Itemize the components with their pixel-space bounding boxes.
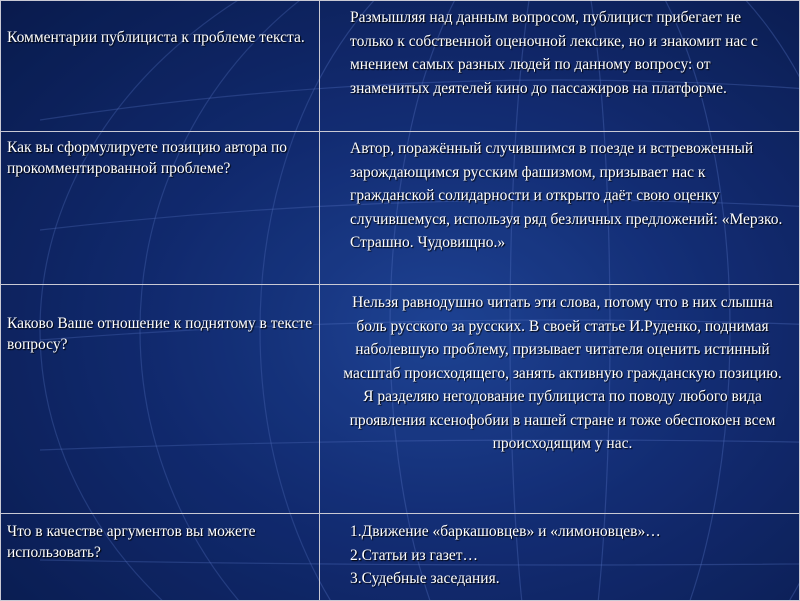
table-row	[1, 1, 800, 132]
list-item: 1.Движение «баркашовцев» и «лимоновцев»…	[350, 523, 661, 540]
table-row	[1, 514, 800, 601]
answer-text: Размышляя над данным вопросом, публицист прибегает не только к собственной оценочной лексике, но и знакомит нас с мнением самых разных людей по данному вопросу: от знаменитых деятелей кино до пассажиров на платформе.	[350, 9, 758, 97]
question-text: Что в качестве аргументов вы можете использовать?	[7, 523, 256, 561]
answer-cell	[320, 132, 800, 285]
question-cell	[1, 1, 320, 132]
question-text: Как вы сформулируете позицию автора по прокомментированной проблеме?	[7, 139, 287, 177]
answer-cell	[320, 1, 800, 132]
table-row	[1, 132, 800, 285]
question-cell	[1, 285, 320, 514]
question-cell	[1, 132, 320, 285]
answer-text: Автор, поражённый случившимся в поезде и встревоженный зарождающимся русским фашизмом, призывает нас к гражданской солидарности и открыто даёт свою оценку случившемуся, используя ряд безличных предложений: «Мерзко. Страшно. Чудовищно.»	[350, 140, 783, 251]
list-item: 3.Судебные заседания.	[350, 570, 500, 587]
question-text: Каково Ваше отношение к поднятому в тексте вопросу?	[7, 315, 313, 353]
arguments-list	[320, 514, 799, 591]
answer-cell	[320, 285, 800, 514]
table-row	[1, 285, 800, 514]
answer-cell	[320, 514, 800, 601]
question-cell	[1, 514, 320, 601]
answer-text: Нельзя равнодушно читать эти слова, потому что в них слышна боль русского за русских. В своей статье И.Руденко, поднимая наболевшую проблему, призывает читателя оценить истинный масштаб происходящего, занять активную гражданскую позицию. Я разделяю негодование публициста по поводу любого вида проявления ксенофобии в нашей стране и тоже обеспокоен всем происходящим у нас.	[343, 294, 782, 452]
list-item: 2.Статьи из газет…	[350, 546, 479, 564]
question-text: Комментарии публициста к проблеме текста.	[7, 29, 305, 46]
